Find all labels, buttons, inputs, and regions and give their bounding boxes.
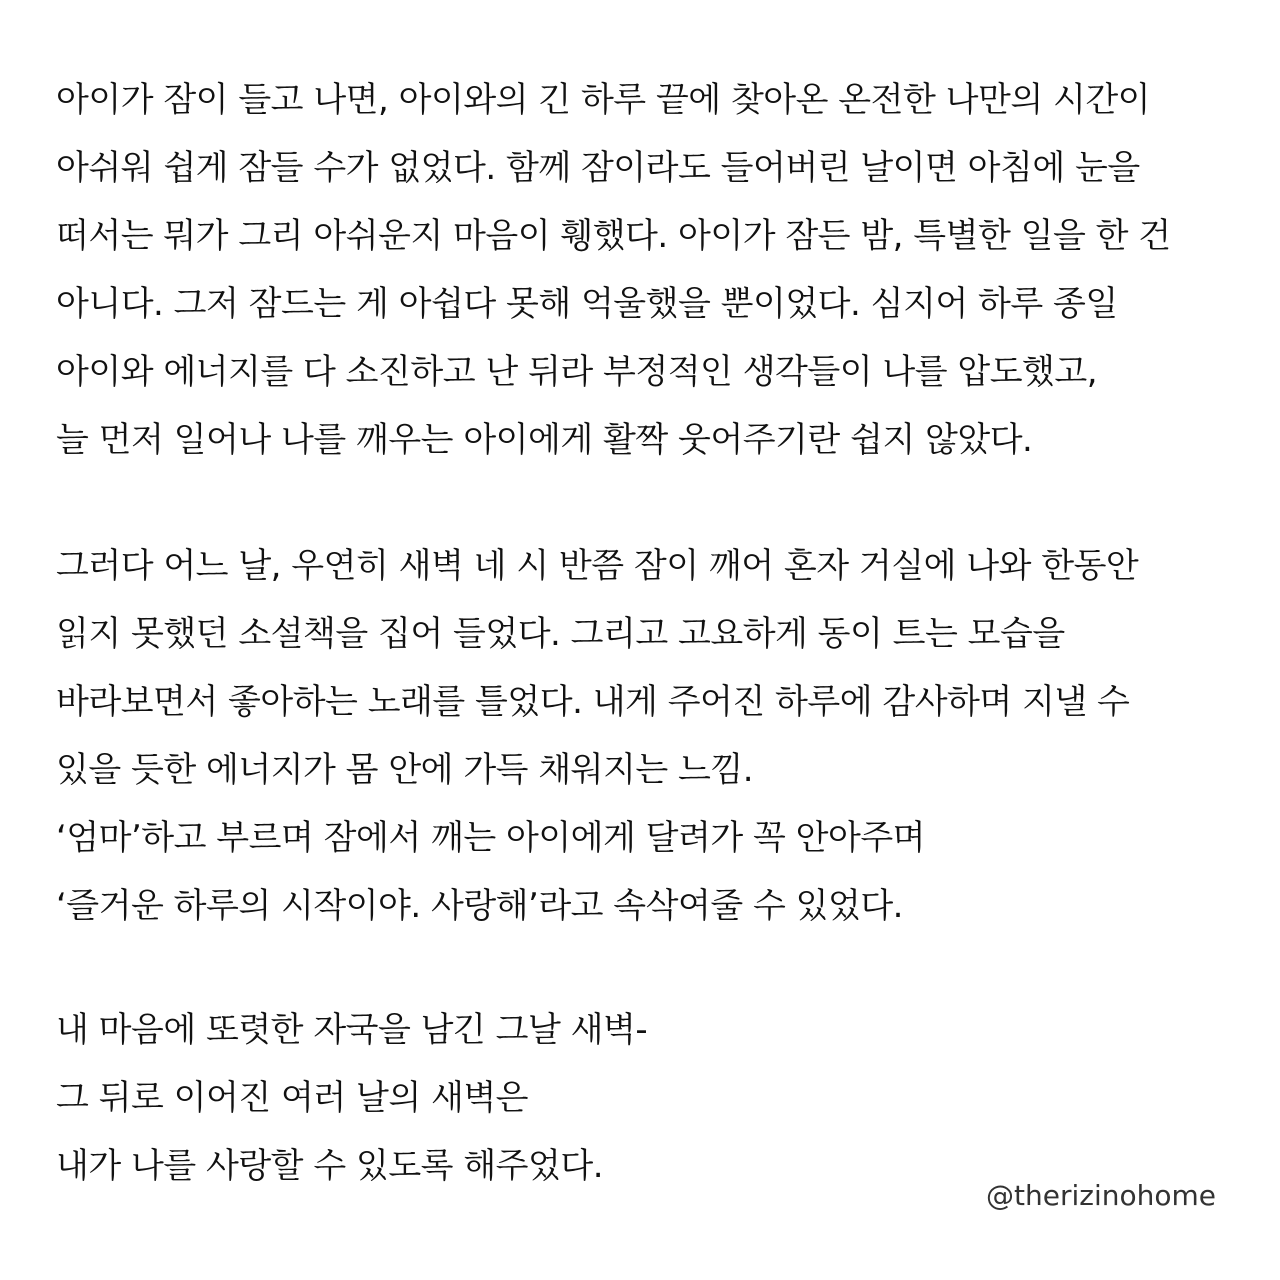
paragraph-1 <box>56 66 1236 474</box>
text-line: ‘엄마’하고 부르며 잠에서 깨는 아이에게 달려가 꼭 안아주며 <box>56 818 926 858</box>
author-handle: @therizinohome <box>986 1179 1216 1212</box>
text-line: 늘 먼저 일어나 나를 깨우는 아이에게 활짝 웃어주기란 쉽지 않았다. <box>56 420 1033 460</box>
text-line: 있을 듯한 에너지가 몸 안에 가득 채워지는 느낌. <box>56 750 753 790</box>
paragraph-3 <box>56 996 1236 1200</box>
text-line: 그러다 어느 날, 우연히 새벽 네 시 반쯤 잠이 깨어 혼자 거실에 나와 한동안 <box>56 546 1139 586</box>
text-line: 바라보면서 좋아하는 노래를 틀었다. 내게 주어진 하루에 감사하며 지낼 수 <box>56 682 1130 722</box>
text-line: 아이가 잠이 들고 나면, 아이와의 긴 하루 끝에 찾아온 온전한 나만의 시간이 <box>56 80 1151 120</box>
text-line: 떠서는 뭐가 그리 아쉬운지 마음이 휑했다. 아이가 잠든 밤, 특별한 일을 한 건 <box>56 216 1171 256</box>
text-line: 아니다. 그저 잠드는 게 아쉽다 못해 억울했을 뿐이었다. 심지어 하루 종일 <box>56 284 1118 324</box>
paragraph-2 <box>56 532 1236 940</box>
text-line: 아쉬워 쉽게 잠들 수가 없었다. 함께 잠이라도 들어버린 날이면 아침에 눈을 <box>56 148 1140 188</box>
text-line: 그 뒤로 이어진 여러 날의 새벽은 <box>56 1078 529 1118</box>
text-line: 내가 나를 사랑할 수 있도록 해주었다. <box>56 1146 604 1186</box>
text-line: 아이와 에너지를 다 소진하고 난 뒤라 부정적인 생각들이 나를 압도했고, <box>56 352 1098 392</box>
text-line: 내 마음에 또렷한 자국을 남긴 그날 새벽- <box>56 1010 648 1050</box>
text-line: ‘즐거운 하루의 시작이야. 사랑해’라고 속삭여줄 수 있었다. <box>56 886 903 926</box>
text-line: 읽지 못했던 소설책을 집어 들었다. 그리고 고요하게 동이 트는 모습을 <box>56 614 1065 654</box>
